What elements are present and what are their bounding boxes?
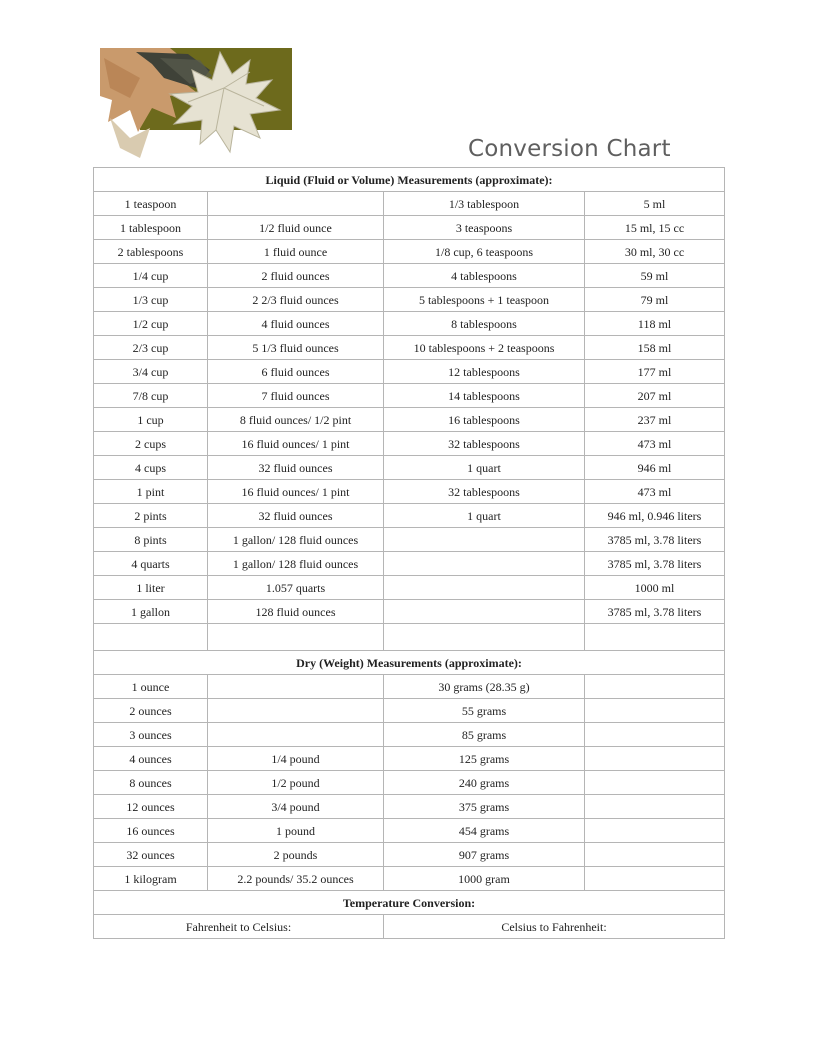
table-row — [94, 747, 725, 771]
table-cell: 1 ounce — [94, 675, 208, 699]
table-cell: 5 1/3 fluid ounces — [208, 336, 384, 360]
liquid-heading-row — [94, 168, 725, 192]
table-cell: 7 fluid ounces — [208, 384, 384, 408]
table-cell: 3785 ml, 3.78 liters — [585, 600, 725, 624]
table-cell: 375 grams — [384, 795, 585, 819]
dry-heading-row — [94, 651, 725, 675]
table-cell: 1/2 cup — [94, 312, 208, 336]
table-row — [94, 360, 725, 384]
table-cell: 30 ml, 30 cc — [585, 240, 725, 264]
table-row — [94, 723, 725, 747]
table-cell: 12 tablespoons — [384, 360, 585, 384]
table-cell: 207 ml — [585, 384, 725, 408]
table-cell: 1/8 cup, 6 teaspoons — [384, 240, 585, 264]
table-cell: 1 fluid ounce — [208, 240, 384, 264]
table-cell: 1.057 quarts — [208, 576, 384, 600]
table-row — [94, 216, 725, 240]
table-row — [94, 867, 725, 891]
table-row — [94, 600, 725, 624]
table-cell: 7/8 cup — [94, 384, 208, 408]
table-cell — [384, 600, 585, 624]
liquid-heading: Liquid (Fluid or Volume) Measurements (approximate): — [94, 168, 725, 192]
table-cell: 32 fluid ounces — [208, 504, 384, 528]
table-cell: 4 fluid ounces — [208, 312, 384, 336]
table-cell — [384, 528, 585, 552]
table-cell: 10 tablespoons + 2 teaspoons — [384, 336, 585, 360]
page-title: Conversion Chart — [468, 136, 671, 162]
table-cell: 32 ounces — [94, 843, 208, 867]
table-cell: 1 pound — [208, 819, 384, 843]
table-cell: 6 fluid ounces — [208, 360, 384, 384]
table-cell: 8 pints — [94, 528, 208, 552]
table-cell: 125 grams — [384, 747, 585, 771]
table-cell — [94, 624, 208, 651]
table-cell: 8 ounces — [94, 771, 208, 795]
table-row — [94, 576, 725, 600]
table-row — [94, 288, 725, 312]
table-cell: 1/4 cup — [94, 264, 208, 288]
table-cell — [585, 771, 725, 795]
table-row — [94, 843, 725, 867]
table-cell — [384, 552, 585, 576]
table-row — [94, 528, 725, 552]
conversion-table — [93, 167, 725, 939]
table-cell: 1/2 fluid ounce — [208, 216, 384, 240]
table-cell: 946 ml — [585, 456, 725, 480]
table-cell: 8 tablespoons — [384, 312, 585, 336]
table-cell: 1 quart — [384, 456, 585, 480]
table-cell: 3/4 pound — [208, 795, 384, 819]
blank-row — [94, 624, 725, 651]
table-row — [94, 384, 725, 408]
table-row — [94, 408, 725, 432]
table-cell: 473 ml — [585, 432, 725, 456]
table-cell: 4 cups — [94, 456, 208, 480]
table-cell: 4 tablespoons — [384, 264, 585, 288]
table-row — [94, 504, 725, 528]
temperature-heading: Temperature Conversion: — [94, 891, 725, 915]
table-cell: 1 kilogram — [94, 867, 208, 891]
table-cell: 5 tablespoons + 1 teaspoon — [384, 288, 585, 312]
table-cell: 907 grams — [384, 843, 585, 867]
table-row — [94, 456, 725, 480]
table-cell — [585, 747, 725, 771]
table-cell: 1 teaspoon — [94, 192, 208, 216]
table-row — [94, 312, 725, 336]
table-cell: 2.2 pounds/ 35.2 ounces — [208, 867, 384, 891]
table-cell — [208, 699, 384, 723]
table-cell: 3 ounces — [94, 723, 208, 747]
table-cell: 32 tablespoons — [384, 480, 585, 504]
table-row — [94, 675, 725, 699]
table-cell: 1 liter — [94, 576, 208, 600]
table-row — [94, 699, 725, 723]
table-cell: 2 fluid ounces — [208, 264, 384, 288]
table-cell: 237 ml — [585, 408, 725, 432]
table-cell: 2 ounces — [94, 699, 208, 723]
table-cell: 1 gallon/ 128 fluid ounces — [208, 552, 384, 576]
table-cell — [208, 192, 384, 216]
table-cell: 240 grams — [384, 771, 585, 795]
table-cell: 79 ml — [585, 288, 725, 312]
table-cell: 3785 ml, 3.78 liters — [585, 552, 725, 576]
table-cell: 1/2 pound — [208, 771, 384, 795]
table-cell: 1/3 cup — [94, 288, 208, 312]
table-row — [94, 264, 725, 288]
table-cell: 1 cup — [94, 408, 208, 432]
table-cell: 1000 gram — [384, 867, 585, 891]
table-cell: 16 ounces — [94, 819, 208, 843]
table-row — [94, 240, 725, 264]
table-cell — [208, 675, 384, 699]
table-cell: 1/4 pound — [208, 747, 384, 771]
table-cell: 14 tablespoons — [384, 384, 585, 408]
table-cell: 2 pints — [94, 504, 208, 528]
table-row — [94, 819, 725, 843]
table-cell: 1 pint — [94, 480, 208, 504]
maple-leaves-image — [100, 48, 292, 164]
table-cell: 85 grams — [384, 723, 585, 747]
table-row — [94, 771, 725, 795]
table-cell — [585, 723, 725, 747]
table-cell: 4 quarts — [94, 552, 208, 576]
dry-heading: Dry (Weight) Measurements (approximate): — [94, 651, 725, 675]
table-cell — [585, 675, 725, 699]
table-cell: 8 fluid ounces/ 1/2 pint — [208, 408, 384, 432]
table-cell — [384, 576, 585, 600]
table-cell: 3/4 cup — [94, 360, 208, 384]
table-cell — [585, 819, 725, 843]
table-cell: 1/3 tablespoon — [384, 192, 585, 216]
celsius-to-fahrenheit-label: Celsius to Fahrenheit: — [384, 915, 725, 939]
table-cell: 2 tablespoons — [94, 240, 208, 264]
fahrenheit-to-celsius-label: Fahrenheit to Celsius: — [94, 915, 384, 939]
table-cell: 118 ml — [585, 312, 725, 336]
table-row — [94, 552, 725, 576]
table-cell: 16 fluid ounces/ 1 pint — [208, 480, 384, 504]
temperature-heading-row — [94, 891, 725, 915]
table-cell: 158 ml — [585, 336, 725, 360]
table-cell: 1 tablespoon — [94, 216, 208, 240]
table-cell: 2 2/3 fluid ounces — [208, 288, 384, 312]
table-cell: 1 gallon/ 128 fluid ounces — [208, 528, 384, 552]
table-cell: 1000 ml — [585, 576, 725, 600]
table-cell — [585, 843, 725, 867]
table-cell: 5 ml — [585, 192, 725, 216]
table-cell: 3785 ml, 3.78 liters — [585, 528, 725, 552]
table-cell: 55 grams — [384, 699, 585, 723]
table-cell — [384, 624, 585, 651]
table-cell: 473 ml — [585, 480, 725, 504]
table-row — [94, 192, 725, 216]
table-cell: 946 ml, 0.946 liters — [585, 504, 725, 528]
table-cell: 59 ml — [585, 264, 725, 288]
table-row — [94, 795, 725, 819]
table-cell: 2/3 cup — [94, 336, 208, 360]
table-cell — [585, 624, 725, 651]
table-row — [94, 432, 725, 456]
table-cell: 1 gallon — [94, 600, 208, 624]
table-cell — [585, 867, 725, 891]
table-cell: 16 tablespoons — [384, 408, 585, 432]
table-cell: 32 fluid ounces — [208, 456, 384, 480]
table-cell: 4 ounces — [94, 747, 208, 771]
table-cell: 2 cups — [94, 432, 208, 456]
table-cell — [208, 624, 384, 651]
table-cell: 454 grams — [384, 819, 585, 843]
table-row — [94, 336, 725, 360]
table-cell: 15 ml, 15 cc — [585, 216, 725, 240]
table-cell: 30 grams (28.35 g) — [384, 675, 585, 699]
table-row — [94, 480, 725, 504]
table-cell: 177 ml — [585, 360, 725, 384]
table-cell — [585, 795, 725, 819]
table-cell: 2 pounds — [208, 843, 384, 867]
table-cell: 12 ounces — [94, 795, 208, 819]
table-cell: 32 tablespoons — [384, 432, 585, 456]
table-cell: 128 fluid ounces — [208, 600, 384, 624]
table-cell — [585, 699, 725, 723]
table-cell — [208, 723, 384, 747]
table-cell: 3 teaspoons — [384, 216, 585, 240]
table-cell: 1 quart — [384, 504, 585, 528]
table-row — [94, 915, 725, 939]
table-cell: 16 fluid ounces/ 1 pint — [208, 432, 384, 456]
